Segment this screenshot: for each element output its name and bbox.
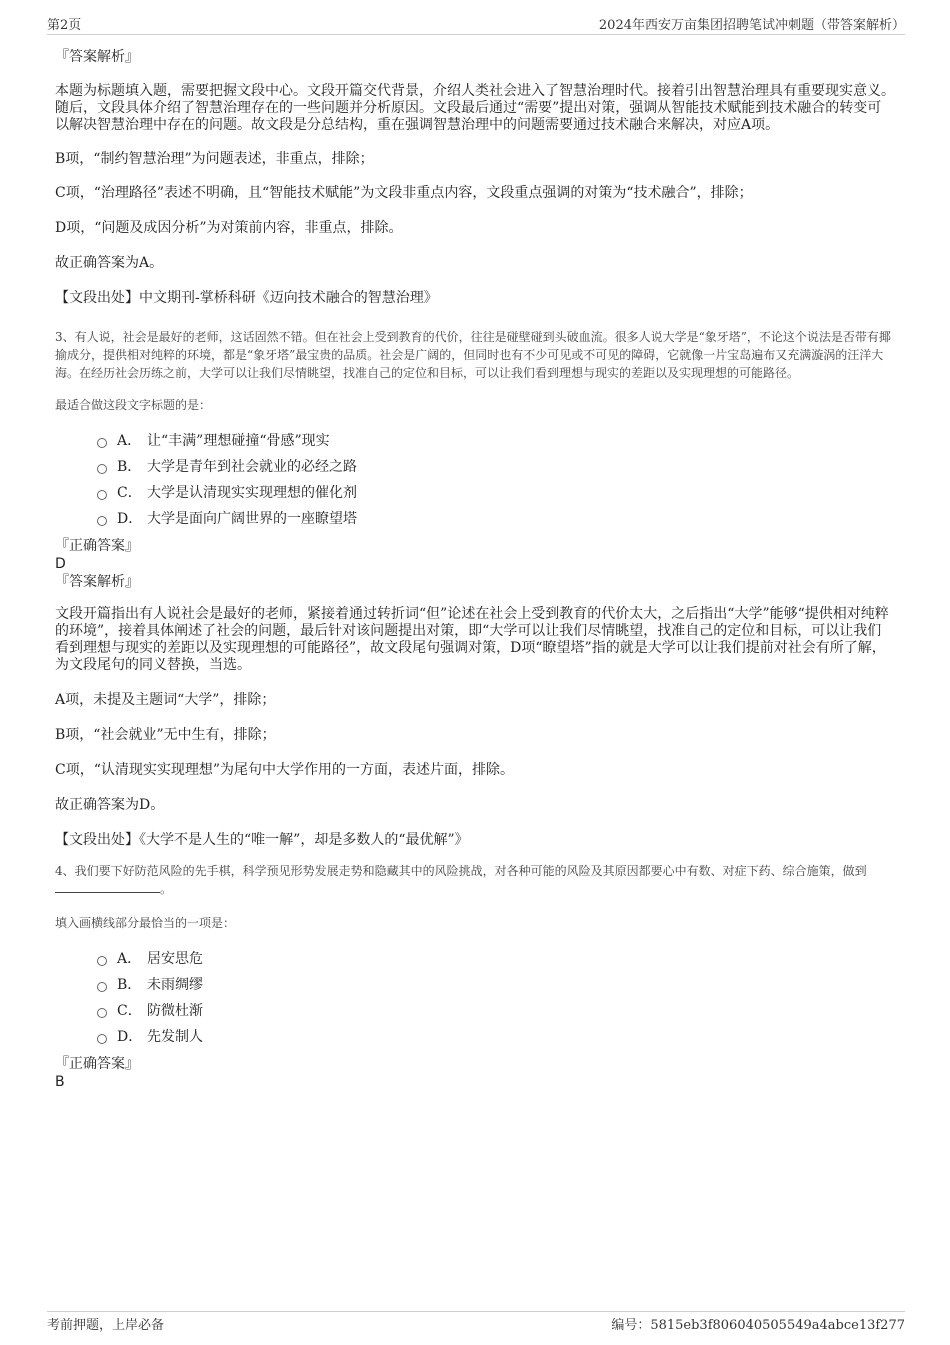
option-letter: B． — [117, 459, 142, 475]
option-text: 防微杜渐 — [147, 1003, 203, 1019]
page-content — [55, 44, 895, 1090]
q3-option-a[interactable] — [97, 428, 895, 454]
q3-option-a-note: A项，未提及主题词“大学”，排除； — [55, 692, 276, 708]
q2-analysis: 本题为标题填入题，需要把握文段中心。文段开篇交代背景，介绍人类社会进入了智慧治理时代。接着引出智慧治理具有重要现实意义。随后，文段具体介绍了智慧治理存在的一些问题并分析原因。文段最后通过“需要”提出对策，强调从智能技术赋能到技术融合的转变可以解决智慧治理中存在的问题。故文段是分总结构，重在强调智慧治理中的问题需要通过技术融合来解决，对应A项。 — [55, 83, 895, 133]
radio-icon[interactable] — [97, 490, 107, 500]
option-letter: C． — [117, 485, 142, 501]
q4-prompt: 填入画横线部分最恰当的一项是： — [55, 916, 236, 930]
option-text: 未雨绸缪 — [147, 977, 203, 993]
q4-text-before: 4、我们要下好防范风险的先手棋，科学预见形势发展走势和隐藏其中的风险挑战，对各种可能的风险及其原因都要心中有数、对症下药、综合施策，做到 — [55, 864, 867, 878]
option-letter: D． — [117, 1029, 143, 1045]
q4-correct-answer: B — [55, 1074, 65, 1090]
option-text: 大学是面向广阔世界的一座瞭望塔 — [147, 511, 357, 527]
q3-option-c[interactable] — [97, 480, 895, 506]
q3-option-b[interactable] — [97, 454, 895, 480]
option-text: 先发制人 — [147, 1029, 203, 1045]
q2-option-d-note: D项，“问题及成因分析”为对策前内容，非重点，排除。 — [55, 220, 403, 236]
q3-option-b-note: B项，“社会就业”无中生有，排除； — [55, 727, 276, 743]
radio-icon[interactable] — [97, 1008, 107, 1018]
q4-option-d[interactable] — [97, 1024, 895, 1050]
q3-correct-answer: D — [55, 556, 66, 572]
q3-options — [55, 428, 895, 532]
radio-icon[interactable] — [97, 464, 107, 474]
q4-options — [55, 946, 895, 1050]
radio-icon[interactable] — [97, 956, 107, 966]
document-code: 编号：5815eb3f806040505549a4abce13f277 — [611, 1318, 905, 1333]
q3-option-c-note: C项，“认清现实实现理想”为尾句中大学作用的一方面，表述片面，排除。 — [55, 762, 515, 778]
q3-analysis: 文段开篇指出有人说社会是最好的老师，紧接着通过转折词“但”论述在社会上受到教育的代价太大，之后指出“大学”能够“提供相对纯粹的环境”，接着具体阐述了社会的问题，最后针对该问题提出对策，即“大学可以让我们尽情眺望，找准自己的定位和目标，可以让我们看到理想与现实的差距以及实现理想的可能路径”，故文段尾句强调对策，D项“瞭望塔”指的就是大学可以让我们提前对社会有所了解，为文段尾句的同义替换，当选。 — [55, 606, 889, 673]
q3-prompt: 最适合做这段文字标题的是： — [55, 398, 212, 412]
radio-icon[interactable] — [97, 438, 107, 448]
radio-icon[interactable] — [97, 982, 107, 992]
q4-question-text — [55, 862, 895, 898]
q2-analysis-label: 『答案解析』 — [55, 49, 139, 65]
page-footer — [47, 1311, 905, 1332]
q4-option-c[interactable] — [97, 998, 895, 1024]
answer-blank — [55, 880, 160, 893]
document-title: 2024年西安万亩集团招聘笔试冲刺题（带答案解析） — [598, 18, 905, 33]
radio-icon[interactable] — [97, 1034, 107, 1044]
option-text: 让“丰满”理想碰撞“骨感”现实 — [147, 433, 330, 449]
q3-question-text: 3、有人说，社会是最好的老师，这话固然不错。但在社会上受到教育的代价，往往是碰壁碰到头破血流。很多人说大学是“象牙塔”，不论这个说法是否带有揶揄成分，提供相对纯粹的环境，都是“象牙塔”最宝贵的品质。社会是广阔的，但同时也有不少可见或不可见的障碍，它就像一片宝岛遍布又充满漩涡的汪洋大海。在经历社会历练之前，大学可以让我们尽情眺望，找准自己的定位和目标，可以让我们看到理想与现实的差距以及实现理想的可能路径。 — [55, 330, 891, 380]
page-header — [47, 14, 905, 35]
q4-option-b[interactable] — [97, 972, 895, 998]
radio-icon[interactable] — [97, 516, 107, 526]
q2-source: 【文段出处】中文期刊-掌桥科研《迈向技术融合的智慧治理》 — [55, 290, 438, 306]
option-letter: B． — [117, 977, 142, 993]
q3-source: 【文段出处】《大学不是人生的“唯一解”，却是多数人的“最优解”》 — [55, 832, 469, 848]
q4-text-after: 。 — [160, 882, 173, 896]
q2-option-c-note: C项，“治理路径”表述不明确，且“智能技术赋能”为文段非重点内容，文段重点强调的对策为“技术融合”，排除； — [55, 185, 753, 201]
option-letter: A． — [117, 951, 142, 967]
option-letter: A． — [117, 433, 142, 449]
q3-conclusion: 故正确答案为D。 — [55, 797, 165, 813]
option-text: 大学是认清现实实现理想的催化剂 — [147, 485, 357, 501]
q4-option-a[interactable] — [97, 946, 895, 972]
page-number: 第2页 — [47, 18, 82, 33]
q4-correct-label: 『正确答案』 — [55, 1056, 139, 1072]
option-letter: D． — [117, 511, 143, 527]
q3-option-d[interactable] — [97, 506, 895, 532]
q3-correct-label: 『正确答案』 — [55, 538, 139, 554]
footer-slogan: 考前押题，上岸必备 — [47, 1318, 165, 1333]
q2-conclusion: 故正确答案为A。 — [55, 255, 164, 271]
option-text: 大学是青年到社会就业的必经之路 — [147, 459, 357, 475]
option-text: 居安思危 — [147, 951, 203, 967]
option-letter: C． — [117, 1003, 142, 1019]
q2-option-b-note: B项，“制约智慧治理”为问题表述，非重点，排除； — [55, 151, 374, 167]
q3-analysis-label: 『答案解析』 — [55, 574, 139, 590]
